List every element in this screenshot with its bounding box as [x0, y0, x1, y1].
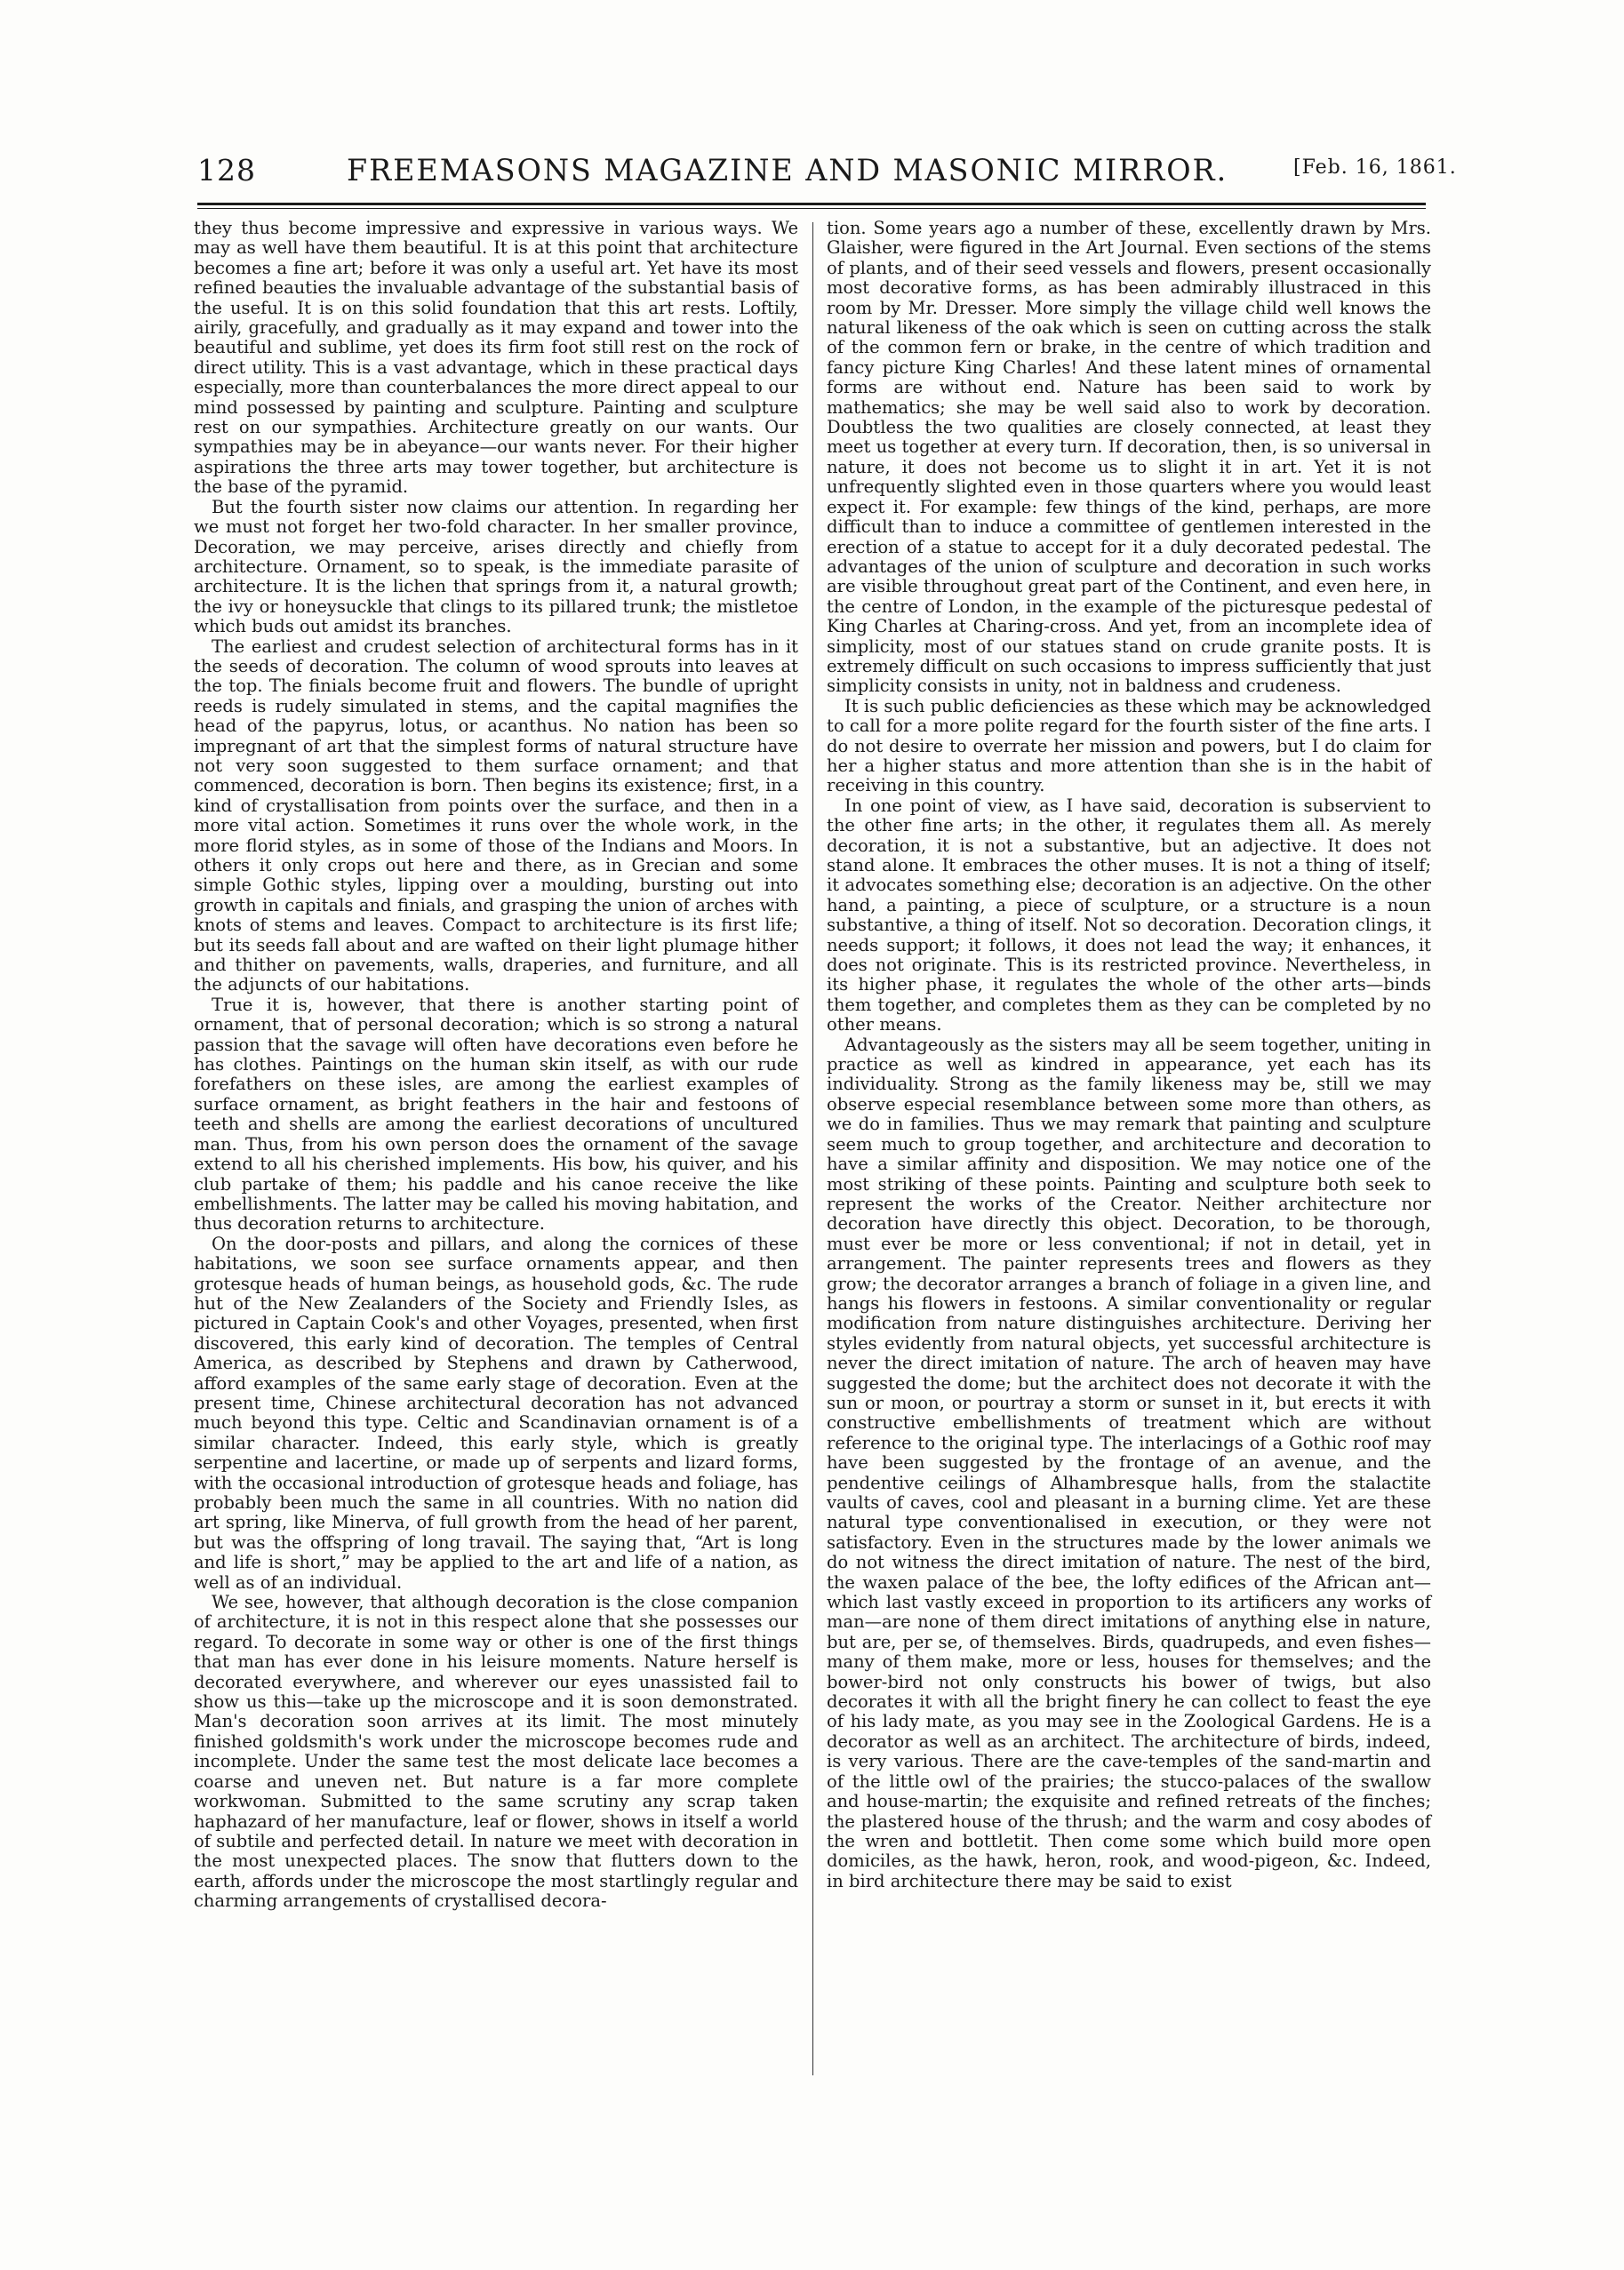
- paragraph: they thus become impressive and expressive in various ways. We may as well have them beautiful. It is at this point that architecture becomes a fine art; before it was only a useful art. Yet have its most refined beauties the invaluable advantage of the substantial basis of the useful. It is on this solid foundation that this art rests. Loftily, airily, gracefully, and gradually as it may expand and tower into the beautiful and sublime, yet does its firm foot still rest on the rock of direct utility. This is a vast advantage, which in these practical days especially, more than counterbalances the more direct appeal to our mind possessed by painting and sculpture. Painting and sculpture rest on our sympathies. Architecture greatly on our wants. Our sympathies may be in abeyance—our wants never. For their higher aspirations the three arts may tower together, but architecture is the base of the pyramid.: [194, 218, 798, 498]
- column-divider: [812, 222, 813, 2075]
- paragraph: But the fourth sister now claims our attention. In regarding her we must not forget her two-fold character. In her smaller province, Decoration, we may perceive, arises directly and chiefly from architecture. Ornament, so to speak, is the immediate parasite of architecture. It is the lichen that springs from it, a natural growth; the ivy or honeysuckle that clings to its pillared trunk; the mistletoe which buds out amidst its branches.: [194, 496, 798, 637]
- paragraph: It is such public deficiencies as these which may be acknowledged to call for a more polite regard for the fourth sister of the fine arts. I do not desire to overrate her mission and powers, but I do claim for her a higher status and more attention than she is in the habit of receiving in this country.: [827, 695, 1431, 796]
- paragraph: Advantageously as the sisters may all be seem together, uniting in practice as well as kindred in appearance, yet each has its individuality. Strong as the family likeness may be, still we may observe especial resemblance between some more than others, as we do in families. Thus we may remark that painting and sculpture seem much to group together, and architecture and decoration to have a similar affinity and disposition. We may notice one of the most striking of these points. Painting and sculpture both seek to represent the works of the Creator. Neither architecture nor decoration have directly this object. Decoration, to be thorough, must ever be more or less conventional; if not in detail, yet in arrangement. The painter represents trees and flowers as they grow; the decorator arranges a branch of foliage in a given line, and hangs his flowers in festoons. A similar conventionality or regular modification from nature distinguishes architecture. Deriving her styles evidently from natural objects, yet successful architecture is never the direct imitation of nature. The arch of heaven may have suggested the dome; but the architect does not decorate it with the sun or moon, or pourtray a storm or sunset in it, but erects it with constructive embellishments of treatment which are without reference to the original type. The interlacings of a Gothic roof may have been suggested by the frontage of an avenue, and the pendentive ceilings of Alhambresque halls, from the stalactite vaults of caves, cool and pleasant in a burning clime. Yet are these natural type conventionalised in execution, or they were not satisfactory. Even in the structures made by the lower animals we do not witness the direct imitation of nature. The nest of the bird, the waxen palace of the bee, the lofty edifices of the African ant—which last vastly exceed in proportion to its artificers any works of man—are none of them direct imitations of anything else in nature, but are, per se, of themselves. Birds, quadrupeds, and even fishes—many of them make, more or less, houses for themselves; and the bower-bird not only constructs his bower of twigs, but also decorates it with all the bright finery he can collect to feast the eye of his lady mate, as you may see in the Zoological Gardens. He is a decorator as well as an architect. The architecture of birds, indeed, is very various. There are the cave-temples of the sand-martin and of the little owl of the prairies; the stucco-palaces of the swallow and house-martin; the exquisite and refined retreats of the finches; the plastered house of the thrush; and the warm and cosy abodes of the wren and bottletit. Then come some which build more open domiciles, as the hawk, heron, rook, and wood-pigeon, &c. Indeed, in bird architecture there may be said to exist: [827, 1034, 1431, 1891]
- right-column: [827, 219, 1431, 1891]
- paragraph: In one point of view, as I have said, decoration is subservient to the other fine arts; in the other, it regulates them all. As merely decoration, it is not a substantive, but an adjective. It does not stand alone. It embraces the other muses. It is not a thing of itself; it advocates something else; decoration is an adjective. On the other hand, a painting, a piece of sculpture, or a structure is a noun substantive, a thing of itself. Not so decoration. Decoration clings, it needs support; it follows, it does not lead the way; it enhances, it does not originate. This is its restricted province. Nevertheless, in its higher phase, it regulates the whole of the other arts—binds them together, and completes them as they can be completed by no other means.: [827, 795, 1431, 1035]
- paragraph: On the door-posts and pillars, and along the cornices of these habitations, we soon see surface ornaments appear, and then grotesque heads of human beings, as household gods, &c. The rude hut of the New Zealanders of the Society and Friendly Isles, as pictured in Captain Cook's and other Voyages, presented, when first discovered, this early kind of decoration. The temples of Central America, as described by Stephens and drawn by Catherwood, afford examples of the same early stage of decoration. Even at the present time, Chinese architectural decoration has not advanced much beyond this type. Celtic and Scandinavian ornament is of a similar character. Indeed, this early style, which is greatly serpentine and lacertine, or made up of serpents and lizard forms, with the occasional introduction of grotesque heads and foliage, has probably been much the same in all countries. With no nation did art spring, like Minerva, of full growth from the head of her parent, but was the offspring of long travail. The saying that, “Art is long and life is short,” may be applied to the art and life of a nation, as well as of an individual.: [194, 1233, 798, 1593]
- issue-date: [Feb. 16, 1861.: [1293, 156, 1457, 179]
- header-rule-thin: [197, 208, 1426, 209]
- page-number: 128: [197, 153, 256, 188]
- paragraph: tion. Some years ago a number of these, excellently drawn by Mrs. Glaisher, were figured in the Art Journal. Even sections of the stems of plants, and of their seed vessels and flowers, present occasionally most decorative forms, as has been admirably illustraced in this room by Mr. Dresser. More simply the village child well knows the natural likeness of the oak which is seen on cutting across the stalk of the common fern or brake, in the centre of which tradition and fancy picture King Charles! And these latent mines of ornamental forms are without end. Nature has been said to work by mathematics; she may be well said also to work by decoration. Doubtless the two qualities are closely connected, at least they meet us together at every turn. If decoration, then, is so universal in nature, it does not become us to slight it in art. Yet it is not unfrequently slighted even in those quarters where you would least expect it. For example: few things of the kind, perhaps, are more difficult than to induce a committee of gentlemen interested in the erection of a statue to accept for it a duly decorated pedestal. The advantages of the union of sculpture and decoration in such works are visible throughout great part of the Continent, and even here, in the centre of London, in the example of the picturesque pedestal of King Charles at Charing-cross. And yet, from an incomplete idea of simplicity, most of our statues stand on crude granite posts. It is extremely difficult on such occasions to impress sufficiently that just simplicity consists in unity, not in baldness and crudeness.: [827, 218, 1431, 697]
- left-column: [194, 219, 798, 1912]
- paragraph: The earliest and crudest selection of architectural forms has in it the seeds of decoration. The column of wood sprouts into leaves at the top. The finials become fruit and flowers. The bundle of upright reeds is rudely simulated in stems, and the capital magnifies the head of the papyrus, lotus, or acanthus. No nation has been so impregnant of art that the simplest forms of natural structure have not very soon suggested to them surface ornament; and that commenced, decoration is born. Then begins its existence; first, in a kind of crystallisation from points over the surface, and then in a more vital action. Sometimes it runs over the whole work, in the more florid styles, as in some of those of the Indians and Moors. In others it only crops out here and there, as in Grecian and some simple Gothic styles, lipping over a moulding, bursting out into growth in capitals and finials, and grasping the union of arches with knots of stems and leaves. Compact to architecture is its first life; but its seeds fall about and are wafted on their light plumage hither and thither on pavements, walls, draperies, and furniture, and all the adjuncts of our habitations.: [194, 635, 798, 995]
- header-rule-thick: [197, 203, 1426, 205]
- paragraph: We see, however, that although decoration is the close companion of architecture, it is not in this respect alone that she possesses our regard. To decorate in some way or other is one of the first things that man has ever done in his leisure moments. Nature herself is decorated everywhere, and wherever our eyes unassisted fail to show us this—take up the microscope and it is soon demonstrated. Man's decoration soon arrives at its limit. The most minutely finished goldsmith's work under the microscope becomes rude and incomplete. Under the same test the most delicate lace becomes a coarse and uneven net. But nature is a far more complete workwoman. Submitted to the same scrutiny any scrap taken haphazard of her manufacture, leaf or flower, shows in itself a world of subtile and perfected detail. In nature we meet with decoration in the most unexpected places. The snow that flutters down to the earth, affords under the microscope the most startlingly regular and charming arrangements of crystallised decora-: [194, 1592, 798, 1912]
- paragraph: True it is, however, that there is another starting point of ornament, that of personal decoration; which is so strong a natural passion that the savage will often have decorations even before he has clothes. Paintings on the human skin itself, as with our rude forefathers on these isles, are among the earliest examples of surface ornament, as bright feathers in the hair and festoons of teeth and shells are among the earliest decorations of uncultured man. Thus, from his own person does the ornament of the savage extend to all his cherished implements. His bow, his quiver, and his club partake of them; his paddle and his canoe receive the like embellishments. The latter may be called his moving habitation, and thus decoration returns to architecture.: [194, 994, 798, 1235]
- masthead-title: FREEMASONS MAGAZINE AND MASONIC MIRROR.: [347, 153, 1228, 188]
